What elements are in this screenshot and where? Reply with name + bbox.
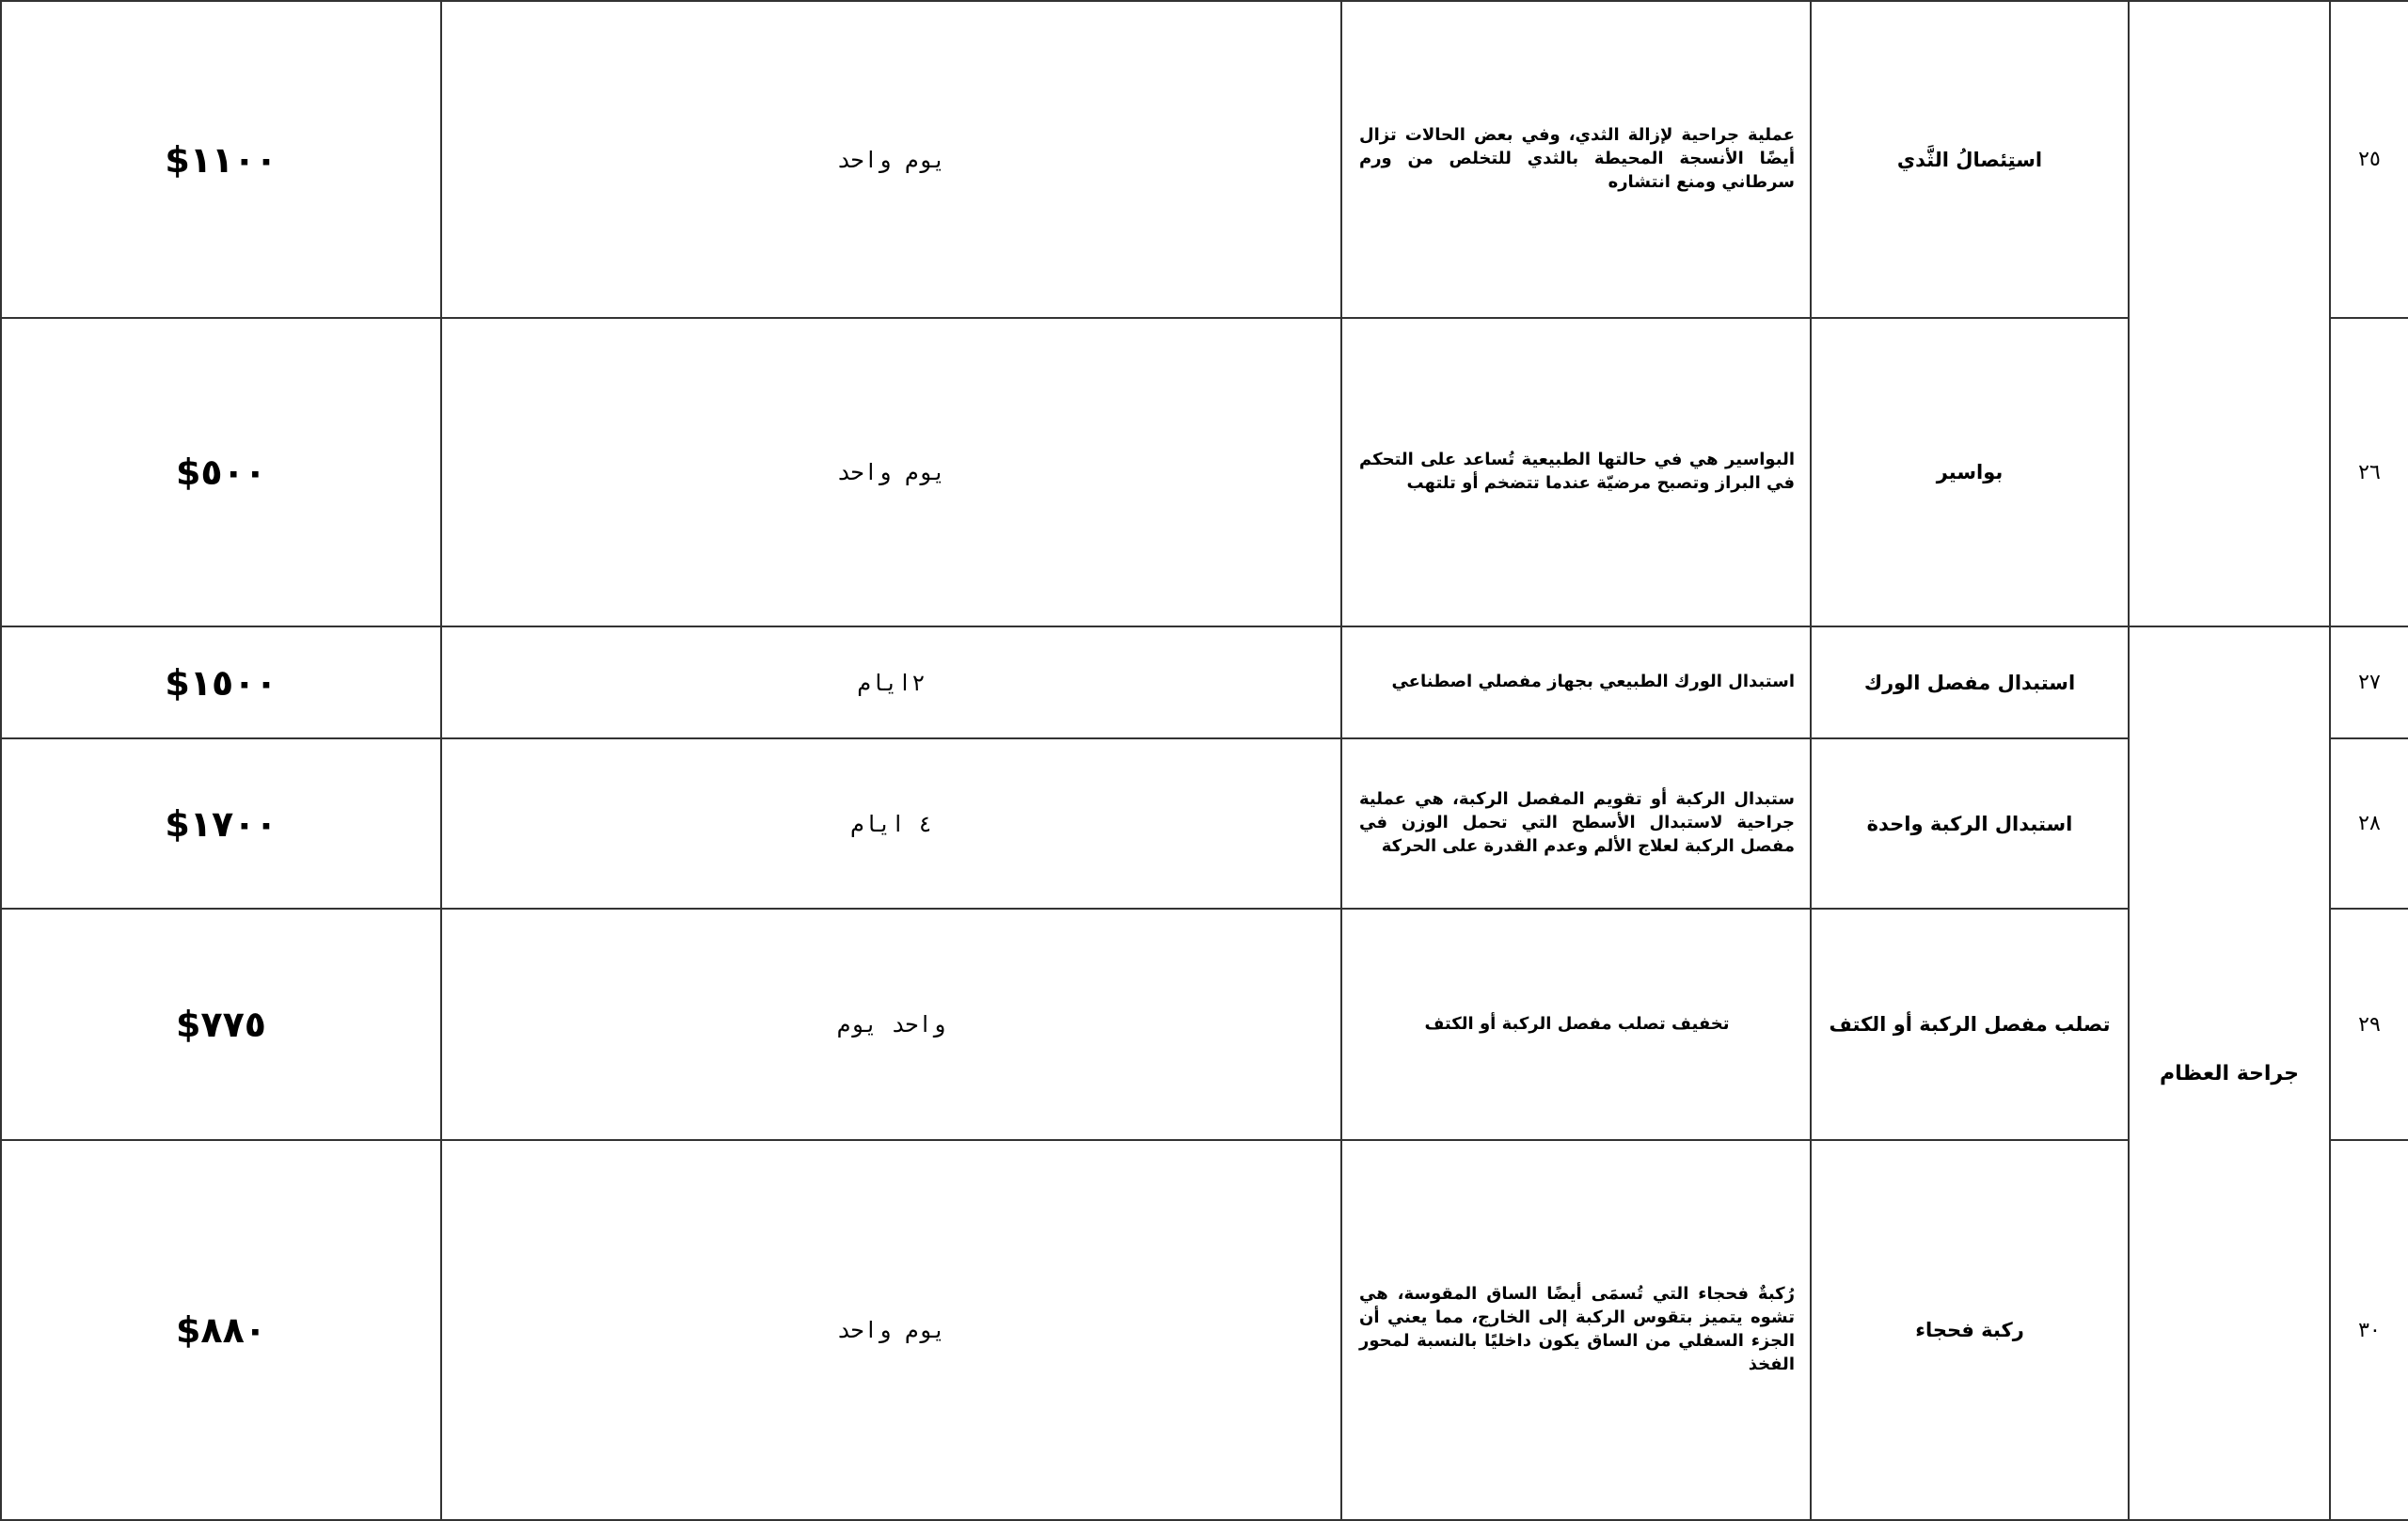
stay-duration-cell: ٤ ايام xyxy=(441,738,1341,909)
stay-duration-cell: يوم واحد xyxy=(441,318,1341,626)
row-number-cell: ٢٥ xyxy=(2330,1,2408,318)
description-cell: عملية جراحية لإزالة الثدي، وفي بعض الحالات تزال أيضًا الأنسجة المحيطة بالثدي للتخلص من ورم سرطاني ومنع انتشاره xyxy=(1341,1,1811,318)
price-cell: $٨٨٠ xyxy=(1,1140,441,1520)
procedure-name-cell: تصلب مفصل الركبة أو الكتف xyxy=(1811,909,2129,1140)
description-cell: رُكبةٌ فحجاء التي تُسمَى أيضًا الساق المقوسة، هي تشوه يتميز بتقوس الركبة إلى الخارج، مما يعني أن الجزء السفلي من الساق يكون داخليًا بالنسبة لمحور الفخذ xyxy=(1341,1140,1811,1520)
price-cell: $١١٠٠ xyxy=(1,1,441,318)
row-number-cell: ٢٨ xyxy=(2330,738,2408,909)
procedure-name-cell: ركبة فحجاء xyxy=(1811,1140,2129,1520)
description-cell: تخفيف تصلب مفصل الركبة أو الكتف xyxy=(1341,909,1811,1140)
table-row xyxy=(1,1,2408,318)
description-cell: استبدال الورك الطبيعي بجهاز مفصلي اصطناعي xyxy=(1341,626,1811,738)
stay-duration-cell: ٢ايام xyxy=(441,626,1341,738)
price-cell: $٧٧٥ xyxy=(1,909,441,1140)
row-number-cell: ٢٦ xyxy=(2330,318,2408,626)
procedure-name-cell: استبدال الركبة واحدة xyxy=(1811,738,2129,909)
price-cell: $١٥٠٠ xyxy=(1,626,441,738)
price-cell: $١٧٠٠ xyxy=(1,738,441,909)
row-number-cell: ٣٠ xyxy=(2330,1140,2408,1520)
procedure-name-cell: استِئصالُ الثَّدي xyxy=(1811,1,2129,318)
procedure-name-cell: بواسير xyxy=(1811,318,2129,626)
procedure-name-cell: استبدال مفصل الورك xyxy=(1811,626,2129,738)
specialty-cell-empty xyxy=(2129,1,2330,626)
table-row xyxy=(1,318,2408,626)
description-cell: ستبدال الركبة أو تقويم المفصل الركبة، هي عملية جراحية لاستبدال الأسطح التي تحمل الوزن في مفصل الركبة لعلاج الألم وعدم القدرة على الحركة xyxy=(1341,738,1811,909)
stay-duration-cell: يوم واحد xyxy=(441,1,1341,318)
table-row xyxy=(1,738,2408,909)
row-number-cell: ٢٩ xyxy=(2330,909,2408,1140)
table-row xyxy=(1,1140,2408,1520)
table-row xyxy=(1,909,2408,1140)
row-number-cell: ٢٧ xyxy=(2330,626,2408,738)
specialty-cell: جراحة العظام xyxy=(2129,626,2330,1520)
table-row xyxy=(1,626,2408,738)
stay-duration-cell: يوم واحد xyxy=(441,1140,1341,1520)
price-cell: $٥٠٠ xyxy=(1,318,441,626)
stay-duration-cell: واحد يوم xyxy=(441,909,1341,1140)
description-cell: البواسير هي في حالتها الطبيعية تُساعد على التحكم في البراز وتصبح مرضيّة عندما تتضخم أو تلتهب xyxy=(1341,318,1811,626)
